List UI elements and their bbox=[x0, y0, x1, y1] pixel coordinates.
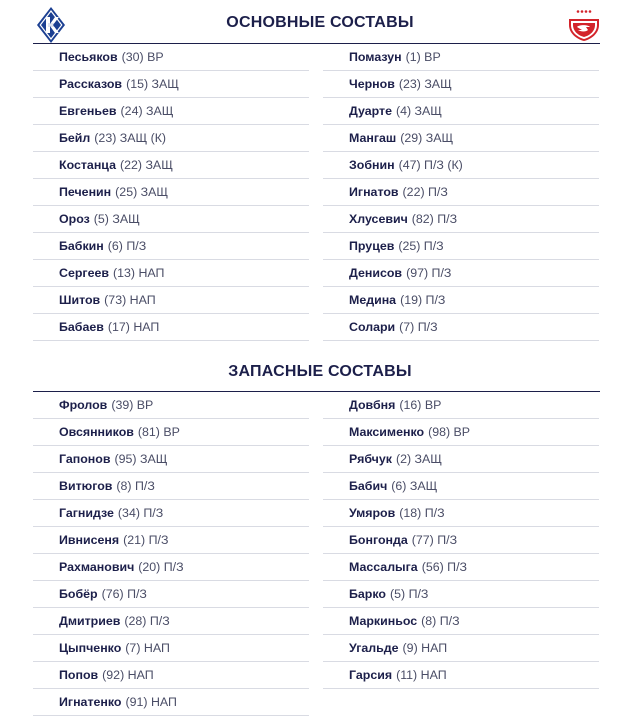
sub-row-home bbox=[33, 554, 309, 581]
sub-row-away bbox=[323, 662, 599, 689]
sub-row-home bbox=[33, 608, 309, 635]
player-name: Бейл bbox=[59, 131, 91, 145]
substitutes-home-list bbox=[33, 392, 309, 716]
player-number-position: (18) П/З bbox=[399, 506, 445, 520]
player-number-position: (22) П/З bbox=[402, 185, 448, 199]
player-number-position: (2) ЗАЩ bbox=[395, 452, 442, 466]
player-name: Костанца bbox=[59, 158, 116, 172]
player-number-position: (29) ЗАЩ bbox=[400, 131, 454, 145]
player-number-position: (5) ЗАЩ bbox=[93, 212, 140, 226]
player-number-position: (97) П/З bbox=[406, 266, 452, 280]
player-number-position: (25) П/З bbox=[398, 239, 444, 253]
player-number-position: (20) П/З bbox=[138, 560, 184, 574]
player-number-position: (6) ЗАЩ bbox=[391, 479, 438, 493]
player-number-position: (76) П/З bbox=[101, 587, 147, 601]
player-name: Печенин bbox=[59, 185, 112, 199]
player-row-away bbox=[323, 125, 599, 152]
player-name: Рассказов bbox=[59, 77, 123, 91]
sub-row-home bbox=[33, 689, 309, 716]
player-name: Бабич bbox=[349, 479, 388, 493]
sub-row-home bbox=[33, 446, 309, 473]
player-row-away bbox=[323, 71, 599, 98]
sub-row-away bbox=[323, 635, 599, 662]
player-number-position: (4) ЗАЩ bbox=[395, 104, 442, 118]
player-name: Хлусевич bbox=[349, 212, 408, 226]
player-name: Гарсия bbox=[349, 668, 393, 682]
player-name: Довбня bbox=[349, 398, 396, 412]
player-name: Бонгонда bbox=[349, 533, 408, 547]
player-number-position: (81) ВР bbox=[137, 425, 180, 439]
player-name: Гапонов bbox=[59, 452, 111, 466]
sub-row-home bbox=[33, 527, 309, 554]
player-name: Помазун bbox=[349, 50, 402, 64]
player-number-position: (82) П/З bbox=[411, 212, 458, 226]
sub-row-away bbox=[323, 554, 599, 581]
player-row-home bbox=[33, 125, 309, 152]
player-number-position: (77) П/З bbox=[411, 533, 458, 547]
player-number-position: (47) П/З (К) bbox=[398, 158, 463, 172]
player-name: Массалыга bbox=[349, 560, 418, 574]
player-number-position: (23) ЗАЩ bbox=[398, 77, 452, 91]
substitutes-title: ЗАПАСНЫЕ СОСТАВЫ bbox=[228, 363, 412, 380]
player-row-home bbox=[33, 314, 309, 341]
substitutes-header bbox=[0, 363, 640, 381]
sub-row-home bbox=[33, 635, 309, 662]
player-number-position: (95) ЗАЩ bbox=[114, 452, 168, 466]
sub-row-away bbox=[323, 527, 599, 554]
player-number-position: (25) ЗАЩ bbox=[115, 185, 169, 199]
player-row-home bbox=[33, 206, 309, 233]
player-number-position: (21) П/З bbox=[123, 533, 169, 547]
player-number-position: (16) ВР bbox=[399, 398, 442, 412]
player-name: Дмитриев bbox=[59, 614, 121, 628]
player-name: Ороз bbox=[59, 212, 90, 226]
player-number-position: (6) П/З bbox=[107, 239, 147, 253]
player-number-position: (8) П/З bbox=[421, 614, 460, 628]
starting-away-list bbox=[323, 44, 599, 341]
player-number-position: (92) НАП bbox=[102, 668, 154, 682]
player-name: Сергеев bbox=[59, 266, 109, 280]
starting-lineups-header bbox=[0, 14, 640, 32]
player-name: Евгеньев bbox=[59, 104, 117, 118]
sub-row-away bbox=[323, 419, 599, 446]
player-name: Максименко bbox=[349, 425, 425, 439]
sub-row-home bbox=[33, 419, 309, 446]
sub-row-home bbox=[33, 662, 309, 689]
player-name: Песьяков bbox=[59, 50, 118, 64]
sub-row-home bbox=[33, 581, 309, 608]
player-number-position: (91) НАП bbox=[125, 695, 177, 709]
player-number-position: (15) ЗАЩ bbox=[126, 77, 179, 91]
player-number-position: (11) НАП bbox=[396, 668, 447, 682]
starting-lineups-title: ОСНОВНЫЕ СОСТАВЫ bbox=[226, 14, 414, 31]
player-name: Цыпченко bbox=[59, 641, 122, 655]
player-number-position: (1) ВР bbox=[405, 50, 441, 64]
player-number-position: (39) ВР bbox=[111, 398, 154, 412]
player-name: Игнатов bbox=[349, 185, 399, 199]
player-number-position: (17) НАП bbox=[107, 320, 160, 334]
player-row-home bbox=[33, 44, 309, 71]
player-number-position: (19) П/З bbox=[400, 293, 446, 307]
player-number-position: (24) ЗАЩ bbox=[120, 104, 174, 118]
player-name: Чернов bbox=[349, 77, 395, 91]
player-row-away bbox=[323, 233, 599, 260]
player-name: Умяров bbox=[349, 506, 396, 520]
player-name: Маркиньос bbox=[349, 614, 418, 628]
player-name: Зобнин bbox=[349, 158, 395, 172]
player-number-position: (7) НАП bbox=[125, 641, 170, 655]
player-row-home bbox=[33, 260, 309, 287]
player-name: Денисов bbox=[349, 266, 403, 280]
player-name: Медина bbox=[349, 293, 397, 307]
player-name: Пруцев bbox=[349, 239, 395, 253]
player-name: Овсянников bbox=[59, 425, 134, 439]
sub-row-away bbox=[323, 500, 599, 527]
player-name: Мангаш bbox=[349, 131, 397, 145]
sub-row-away bbox=[323, 392, 599, 419]
player-row-away bbox=[323, 287, 599, 314]
player-name: Рахманович bbox=[59, 560, 135, 574]
player-row-away bbox=[323, 98, 599, 125]
player-row-home bbox=[33, 152, 309, 179]
player-name: Бобёр bbox=[59, 587, 98, 601]
player-name: Игнатенко bbox=[59, 695, 122, 709]
player-number-position: (34) П/З bbox=[117, 506, 164, 520]
player-number-position: (56) П/З bbox=[421, 560, 468, 574]
sub-row-home bbox=[33, 473, 309, 500]
player-row-home bbox=[33, 179, 309, 206]
player-row-home bbox=[33, 287, 309, 314]
player-number-position: (9) НАП bbox=[402, 641, 448, 655]
player-number-position: (30) ВР bbox=[121, 50, 164, 64]
sub-row-home bbox=[33, 392, 309, 419]
player-name: Витюгов bbox=[59, 479, 113, 493]
player-number-position: (73) НАП bbox=[104, 293, 156, 307]
player-number-position: (13) НАП bbox=[112, 266, 165, 280]
player-row-home bbox=[33, 71, 309, 98]
sub-row-away bbox=[323, 473, 599, 500]
player-number-position: (7) П/З bbox=[399, 320, 438, 334]
sub-row-away bbox=[323, 608, 599, 635]
player-name: Рябчук bbox=[349, 452, 392, 466]
player-row-away bbox=[323, 314, 599, 341]
player-name: Ивнисеня bbox=[59, 533, 120, 547]
player-name: Попов bbox=[59, 668, 99, 682]
player-row-away bbox=[323, 44, 599, 71]
player-row-away bbox=[323, 152, 599, 179]
starting-home-list bbox=[33, 44, 309, 341]
player-number-position: (23) ЗАЩ (К) bbox=[94, 131, 167, 145]
sub-row-away bbox=[323, 446, 599, 473]
player-name: Бабаев bbox=[59, 320, 104, 334]
substitutes-away-list bbox=[323, 392, 599, 689]
player-number-position: (22) ЗАЩ bbox=[119, 158, 173, 172]
player-row-home bbox=[33, 98, 309, 125]
player-name: Угальде bbox=[349, 641, 399, 655]
player-name: Дуарте bbox=[349, 104, 392, 118]
player-name: Барко bbox=[349, 587, 386, 601]
player-name: Бабкин bbox=[59, 239, 104, 253]
player-name: Шитов bbox=[59, 293, 101, 307]
player-row-away bbox=[323, 206, 599, 233]
player-row-home bbox=[33, 233, 309, 260]
player-number-position: (28) П/З bbox=[124, 614, 170, 628]
player-number-position: (98) ВР bbox=[428, 425, 471, 439]
player-name: Фролов bbox=[59, 398, 108, 412]
sub-row-away bbox=[323, 581, 599, 608]
player-name: Солари bbox=[349, 320, 396, 334]
player-row-away bbox=[323, 260, 599, 287]
sub-row-home bbox=[33, 500, 309, 527]
player-number-position: (8) П/З bbox=[116, 479, 155, 493]
player-number-position: (5) П/З bbox=[389, 587, 429, 601]
player-name: Гагнидзе bbox=[59, 506, 114, 520]
player-row-away bbox=[323, 179, 599, 206]
